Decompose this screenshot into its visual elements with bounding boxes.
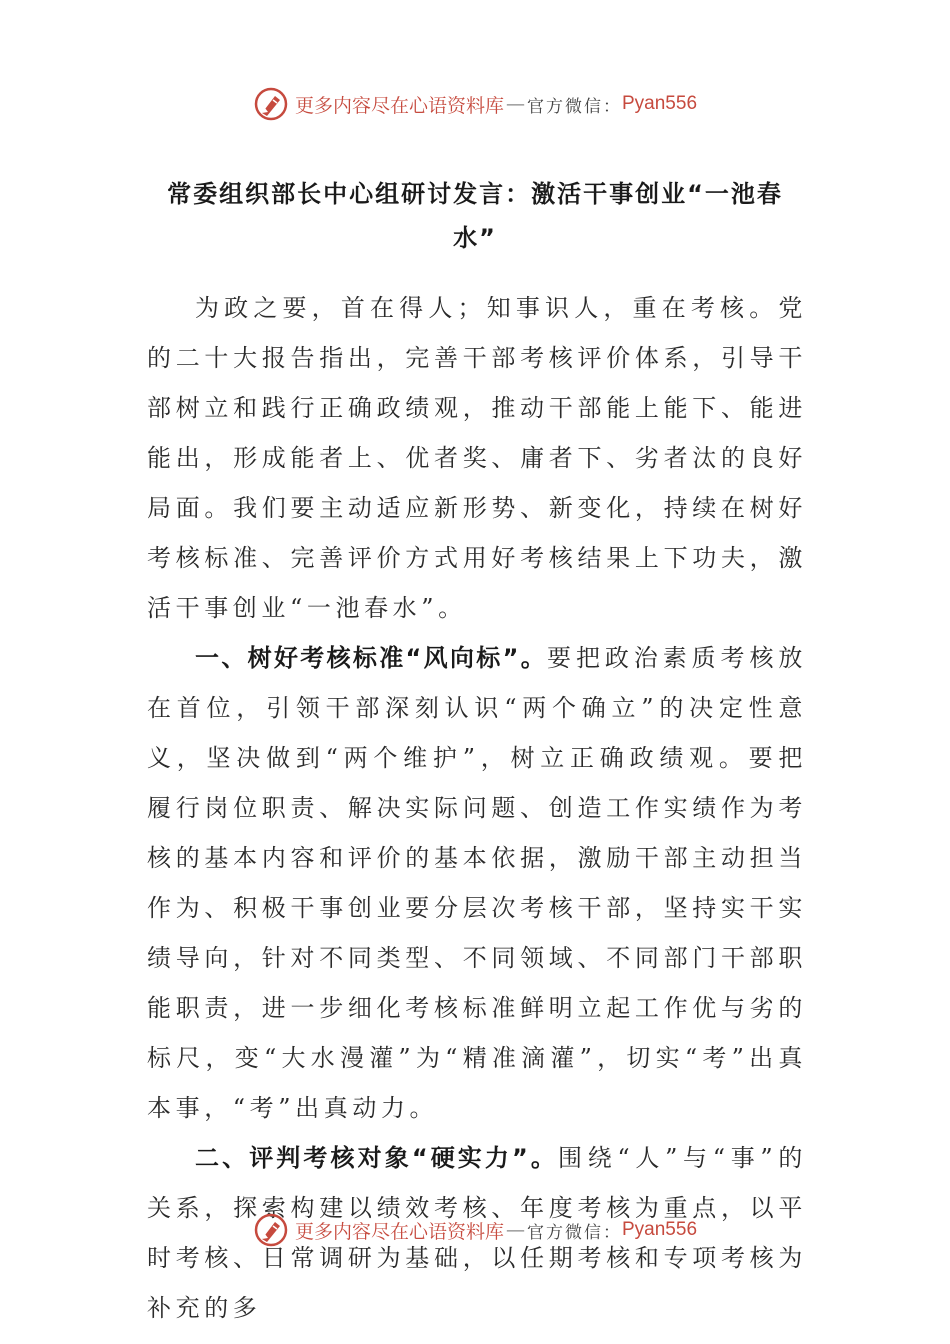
footer-watermark [0, 1208, 950, 1252]
watermark-separator: — [506, 93, 525, 115]
watermark-label: 官方微信： [527, 1222, 622, 1243]
watermark-site-text: 更多内容尽在心语资料库 [294, 94, 504, 117]
watermark-wechat-id: Pyan556 [622, 1219, 698, 1240]
paragraph-text: 围绕“人”与“事”的关系，探索构建以绩效考核、年度考核为重点，以平时考核、日常调研为基础，以任期考核和专项考核为补充的多 [147, 1144, 808, 1322]
document-body [147, 283, 807, 1333]
pen-nib-icon [253, 86, 289, 122]
document-title: 常委组织部长中心组研讨发言：激活干事创业“一池春水” [167, 180, 783, 252]
watermark-separator: — [506, 1219, 525, 1241]
paragraph-intro [147, 283, 807, 633]
section-heading: 二、评判考核对象“硬实力”。 [195, 1144, 558, 1172]
paragraph-text: 要把政治素质考核放在首位，引领干部深刻认识“两个确立”的决定性意义，坚决做到“两个维护”，树立正确政绩观。要把履行岗位职责、解决实际问题、创造工作实绩作为考核的基本内容和评价的基本依据，激励干部主动担当作为、积极干事创业要分层次考核干部，坚持实干实绩导向，针对不同类型、不同领域、不同部门干部职能职责，进一步细化考核标准鲜明立起工作优与劣的标尺，变“大水漫灌”为“精准滴灌”，切实“考”出真本事，“考”出真动力。 [147, 644, 807, 1122]
header-watermark [0, 82, 950, 126]
section-heading: 一、树好考核标准“风向标”。 [195, 644, 548, 672]
pen-nib-icon [253, 1212, 289, 1248]
watermark-wechat-id: Pyan556 [622, 93, 698, 114]
watermark-site-text: 更多内容尽在心语资料库 [294, 1220, 504, 1243]
watermark-label: 官方微信： [527, 96, 622, 117]
paragraph-text: 为政之要，首在得人；知事识人，重在考核。党的二十大报告指出，完善干部考核评价体系，引导干部树立和践行正确政绩观，推动干部能上能下、能进能出，形成能者上、优者奖、庸者下、劣者汰的良好局面。我们要主动适应新形势、新变化，持续在树好考核标准、完善评价方式用好考核结果上下功夫，激活干事创业“一池春水”。 [147, 294, 807, 622]
paragraph-section-1 [147, 633, 807, 1133]
